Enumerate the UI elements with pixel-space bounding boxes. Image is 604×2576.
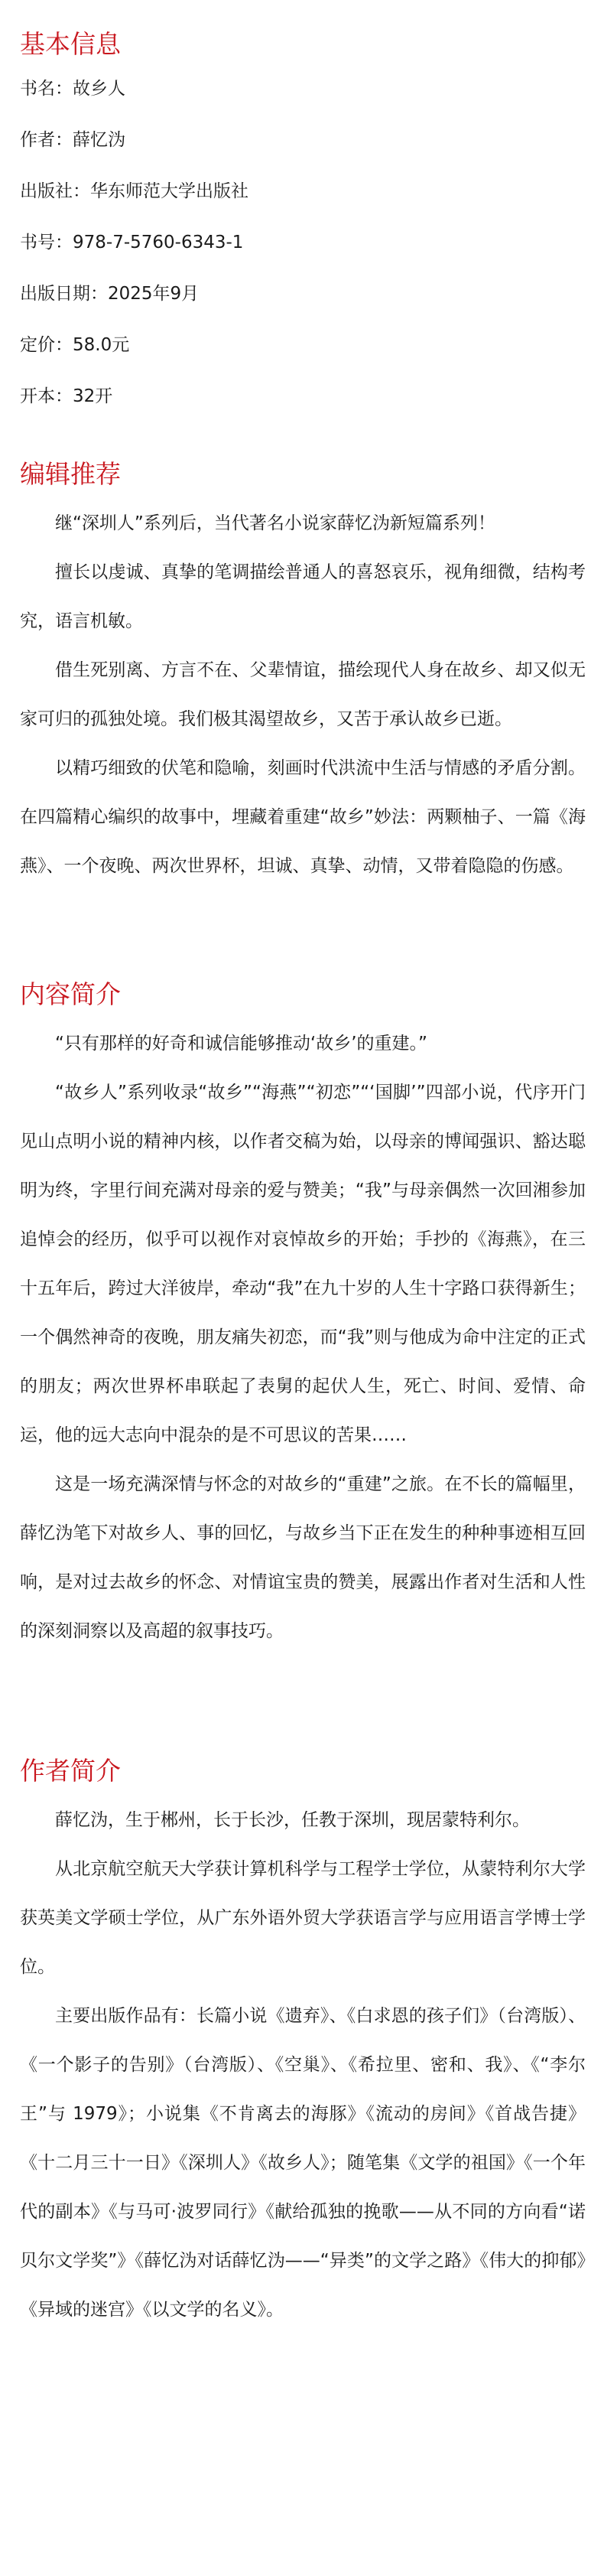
paragraph: 从北京航空航天大学获计算机科学与工程学士学位，从蒙特利尔大学获英美文学硕士学位，从广东外语外贸大学获语言学与应用语言学博士学位。 [20,1859,586,1977]
basic-info-list [20,77,586,409]
paragraph: 这是一场充满深情与怀念的对故乡的“重建”之旅。在不长的篇幅里，薛忆沩笔下对故乡人、事的回忆，与故乡当下正在发生的种种事迹相互回响，是对过去故乡的怀念、对情谊宝贵的赞美，展露出作者对生活和人性的深刻洞察以及高超的叙事技巧。 [20,1474,586,1641]
editor-recommend-body [20,499,586,891]
publication-date: 出版日期：2025年9月 [20,284,200,304]
basic-info-title: 基本信息 [20,29,121,59]
author-intro-title: 作者简介 [20,1756,121,1786]
content-intro-section [20,978,586,1656]
content-intro-body [20,1019,586,1656]
author-intro-body [20,1796,586,2334]
paragraph: “只有那样的好奇和诚信能够推动‘故乡’的重建。” [55,1034,427,1054]
paragraph: 继“深圳人”系列后，当代著名小说家薛忆沩新短篇系列！ [55,513,495,533]
paragraph: 借生死别离、方言不在、父辈情谊，描绘现代人身在故乡、却又似无家可归的孤独处境。我们极其渴望故乡，又苦于承认故乡已逝。 [20,660,586,729]
paragraph: 薛忆沩，生于郴州，长于长沙，任教于深圳，现居蒙特利尔。 [55,1810,530,1830]
basic-info-section [20,28,586,435]
paragraph: 以精巧细致的伏笔和隐喻，刻画时代洪流中生活与情感的矛盾分割。在四篇精心编织的故事中，埋藏着重建“故乡”妙法：两颗柚子、一篇《海燕》、一个夜晚、两次世界杯，坦诚、真挚、动情，又带着隐隐的伤感。 [20,758,586,876]
paragraph: 主要出版作品有：长篇小说《遗弃》、《白求恩的孩子们》（台湾版）、《一个影子的告别》（台湾版）、《空巢》、《希拉里、密和、我》、《“李尔王”与 1979》；小说集《不肯离去的海豚》《流动的房间》《首战告捷》《十二月三十一日》《深圳人》《故乡人》；随笔集《文学的祖国》《一个年代的副本》《与马可·波罗同行》《献给孤独的挽歌——从不同的方向看“诺贝尔文学奖”》《薛忆沩对话薛忆沩——“异类”的文学之路》《伟大的抑郁》《异域的迷宫》《以文学的名义》。 [20,2006,586,2320]
isbn: 书号：978-7-5760-6343-1 [20,233,244,252]
editor-recommend-title: 编辑推荐 [20,459,121,489]
book-name: 书名：故乡人 [20,79,125,99]
price: 定价：58.0元 [20,335,130,355]
paragraph: “故乡人”系列收录“故乡”“海燕”“初恋”“‘国脚’”四部小说，代序开门见山点明小说的精神内核，以作者交稿为始，以母亲的博闻强识、豁达聪明为终，字里行间充满对母亲的爱与赞美；“我”与母亲偶然一次回湘参加追悼会的经历，似乎可以视作对哀悼故乡的开始；手抄的《海燕》，在三十五年后，跨过大洋彼岸，牵动“我”在九十岁的人生十字路口获得新生；一个偶然神奇的夜晚，朋友痛失初恋，而“我”则与他成为命中注定的正式的朋友；两次世界杯串联起了表舅的起伏人生，死亡、时间、爱情、命运，他的远大志向中混杂的是不可思议的苦果…… [20,1083,586,1445]
author-intro-section [20,1754,586,2334]
book-format: 开本：32开 [20,386,113,406]
author: 作者：薛忆沩 [20,130,125,150]
editor-recommend-section [20,458,586,891]
content-intro-title: 内容简介 [20,979,121,1009]
publisher: 出版社：华东师范大学出版社 [20,181,248,201]
paragraph: 擅长以虔诚、真挚的笔调描绘普通人的喜怒哀乐，视角细微，结构考究，语言机敏。 [20,562,586,631]
